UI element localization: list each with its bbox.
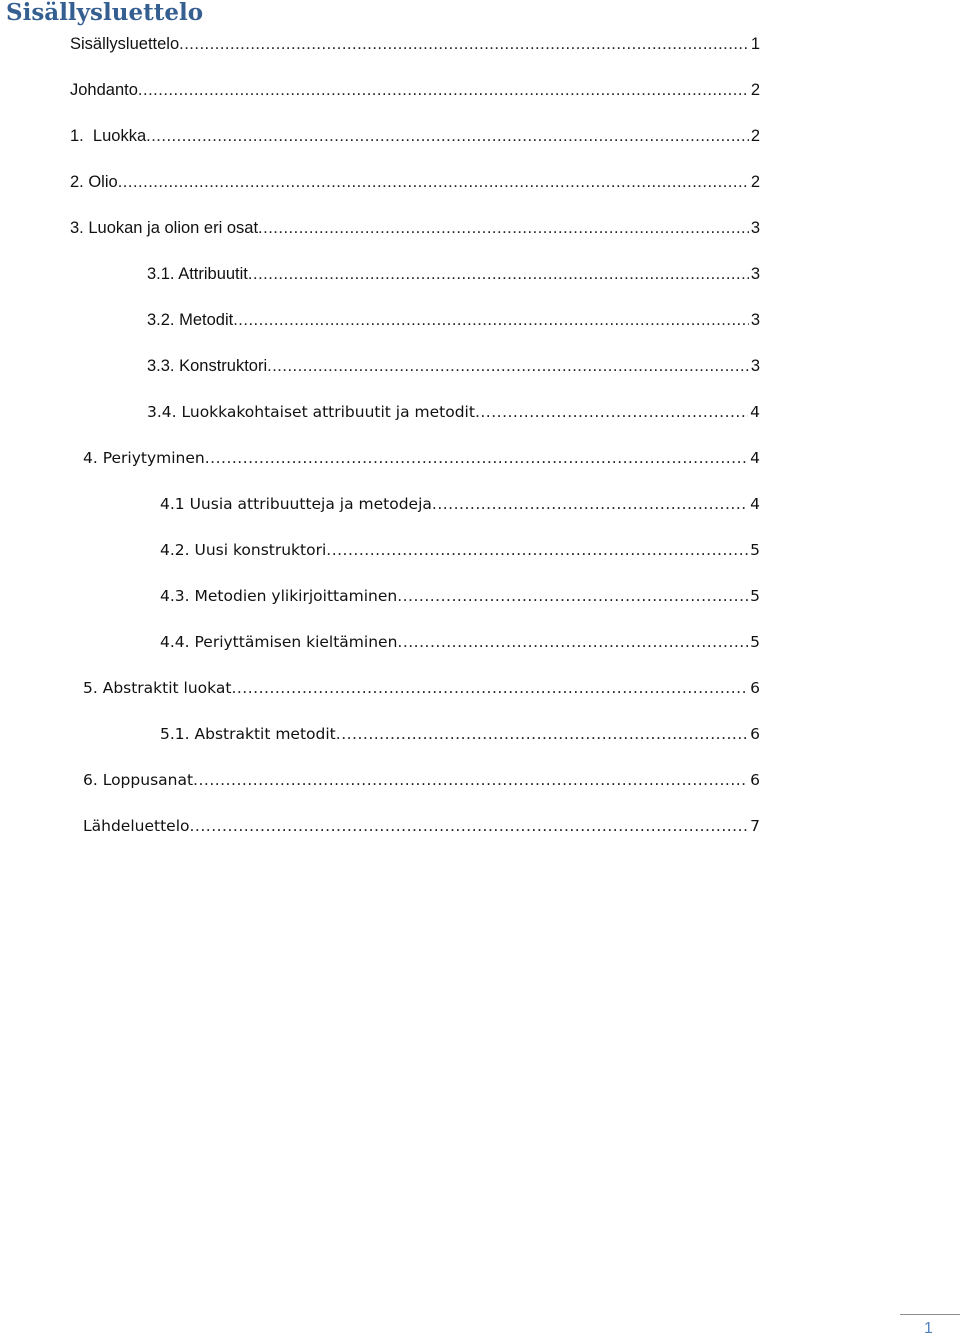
toc-page-number[interactable]: 1 (750, 35, 760, 53)
toc-entry-text[interactable]: 1. Luokka (70, 124, 146, 148)
toc-dot-leader (397, 584, 748, 608)
footer-page-number: 1 (924, 1320, 933, 1337)
toc-dot-leader (193, 768, 748, 792)
toc-page-number[interactable]: 6 (750, 771, 760, 789)
toc-entry-text[interactable]: 5. Abstraktit luokat (83, 676, 231, 700)
toc-dot-leader (432, 492, 748, 516)
toc-entry-text[interactable]: 3.2. Metodit (147, 308, 233, 332)
toc-entry[interactable] (83, 814, 760, 838)
toc-entry-text[interactable]: Johdanto (70, 78, 138, 102)
toc-page-number[interactable]: 4 (750, 403, 760, 421)
toc-entry[interactable] (83, 446, 760, 470)
toc-entry[interactable] (83, 676, 760, 700)
toc-page-number[interactable]: 2 (750, 173, 760, 191)
toc-entry[interactable] (147, 262, 760, 286)
toc-entry[interactable] (70, 216, 760, 240)
toc-page-number[interactable]: 3 (750, 265, 760, 283)
toc-page-number[interactable]: 4 (750, 495, 760, 513)
toc-dot-leader (336, 722, 748, 746)
toc-entry[interactable] (160, 584, 760, 608)
toc-page-number[interactable]: 5 (750, 633, 760, 651)
toc-dot-leader (326, 538, 748, 562)
toc-dot-leader (179, 32, 749, 56)
toc-row-johdanto[interactable] (0, 78, 960, 102)
toc-entry[interactable] (83, 768, 760, 792)
toc-page-number[interactable]: 3 (750, 311, 760, 329)
toc-entry[interactable] (70, 78, 760, 102)
toc-row-abstraktit-luokat[interactable] (0, 676, 960, 700)
footer-divider (900, 1314, 960, 1315)
toc-entry-text[interactable]: 2. Olio (70, 170, 118, 194)
toc-dot-leader (233, 308, 749, 332)
toc-entry[interactable] (160, 630, 760, 654)
toc-row-metodit[interactable] (0, 308, 960, 332)
toc-entry-text[interactable]: Lähdeluettelo (83, 814, 189, 838)
toc-entry[interactable] (70, 32, 760, 56)
toc-page-number[interactable]: 7 (750, 817, 760, 835)
toc-row-abstraktit-metodit[interactable] (0, 722, 960, 746)
toc-row-periyttamisen-kieltaminen[interactable] (0, 630, 960, 654)
toc-row-uusia-attribuutteja[interactable] (0, 492, 960, 516)
toc-entry-text[interactable]: 4.2. Uusi konstruktori (160, 538, 326, 562)
toc-entry[interactable] (147, 308, 760, 332)
toc-page-number[interactable]: 2 (750, 127, 760, 145)
toc-entry[interactable] (70, 124, 760, 148)
toc-entry[interactable] (160, 722, 760, 746)
toc-row-luokkakohtaiset[interactable] (0, 400, 960, 424)
toc-page-number[interactable]: 4 (750, 449, 760, 467)
toc-row-olio[interactable] (0, 170, 960, 194)
toc-entry-text[interactable]: 3.1. Attribuutit (147, 262, 248, 286)
toc-page-number[interactable]: 3 (750, 219, 760, 237)
toc-entry-text[interactable]: 5.1. Abstraktit metodit (160, 722, 336, 746)
toc-dot-leader (248, 262, 749, 286)
toc-dot-leader (231, 676, 748, 700)
toc-row-luokan-ja-olion-eri-osat[interactable] (0, 216, 960, 240)
toc-page-number[interactable]: 5 (750, 541, 760, 559)
toc-row-uusi-konstruktori[interactable] (0, 538, 960, 562)
toc-dot-leader (205, 446, 748, 470)
toc-entry-text[interactable]: 6. Loppusanat (83, 768, 193, 792)
toc-dot-leader (475, 400, 748, 424)
toc-row-konstruktori[interactable] (0, 354, 960, 378)
page-title: Sisällysluettelo (6, 0, 204, 26)
toc-dot-leader (118, 170, 749, 194)
toc-row-sisallysluettelo[interactable] (0, 32, 960, 56)
toc-entry-text[interactable]: 4.3. Metodien ylikirjoittaminen (160, 584, 397, 608)
toc-entry-text[interactable]: 4.1 Uusia attribuutteja ja metodeja (160, 492, 432, 516)
toc-entry[interactable] (160, 538, 760, 562)
toc-dot-leader (138, 78, 749, 102)
toc-page-number[interactable]: 3 (750, 357, 760, 375)
toc-entry-text[interactable]: 4. Periytyminen (83, 446, 205, 470)
toc-page-number[interactable]: 2 (750, 81, 760, 99)
toc-dot-leader (146, 124, 749, 148)
toc-dot-leader (267, 354, 749, 378)
toc-entry[interactable] (70, 170, 760, 194)
toc-entry-text[interactable]: 4.4. Periyttämisen kieltäminen (160, 630, 397, 654)
toc-entry[interactable] (160, 492, 760, 516)
toc-entry[interactable] (147, 354, 760, 378)
toc-page-number[interactable]: 6 (750, 679, 760, 697)
toc-page-number[interactable]: 5 (750, 587, 760, 605)
toc-row-metodien-ylikirjoittaminen[interactable] (0, 584, 960, 608)
toc-entry-text[interactable]: 3.3. Konstruktori (147, 354, 267, 378)
toc-row-periytyminen[interactable] (0, 446, 960, 470)
toc-row-lahdeluettelo[interactable] (0, 814, 960, 838)
toc-dot-leader (258, 216, 749, 240)
toc-row-luokka[interactable] (0, 124, 960, 148)
toc-entry-text[interactable]: 3. Luokan ja olion eri osat (70, 216, 258, 240)
toc-row-attribuutit[interactable] (0, 262, 960, 286)
toc-entry[interactable] (147, 400, 760, 424)
toc-page-number[interactable]: 6 (750, 725, 760, 743)
toc-dot-leader (189, 814, 748, 838)
toc-row-loppusanat[interactable] (0, 768, 960, 792)
toc-entry-text[interactable]: 3.4. Luokkakohtaiset attribuutit ja metodit (147, 400, 475, 424)
toc-dot-leader (397, 630, 748, 654)
toc-entry-text[interactable]: Sisällysluettelo (70, 32, 179, 56)
